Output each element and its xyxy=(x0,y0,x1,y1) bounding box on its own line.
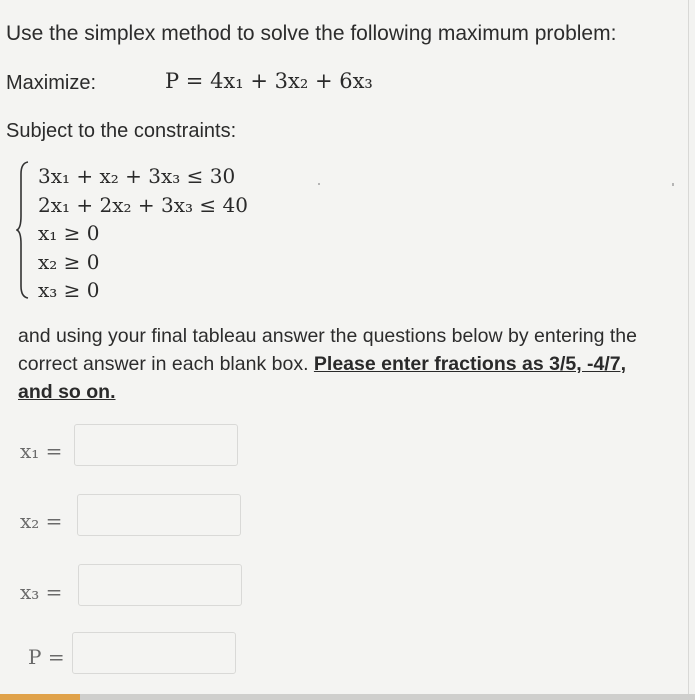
maximize-label: Maximize: xyxy=(6,72,97,94)
constraints-heading: Subject to the constraints: xyxy=(6,120,237,142)
x2-answer-box[interactable] xyxy=(77,494,241,536)
p-answer-box[interactable] xyxy=(72,632,236,674)
constraint-row: x₁ ≥ 0 xyxy=(38,221,100,245)
x2-label: x₂ = xyxy=(20,509,63,533)
p-label: P = xyxy=(28,645,65,669)
instructions-paragraph xyxy=(18,322,658,406)
bottom-scroll-strip xyxy=(0,694,695,700)
constraint-row: x₃ ≥ 0 xyxy=(38,278,100,302)
instructions-text: and using your final tableau answer the questions below by entering the correct answer in each blank box. xyxy=(18,325,637,375)
question-intro: Use the simplex method to solve the following maximum problem: xyxy=(6,22,617,45)
constraint-row: 3x₁ + x₂ + 3x₃ ≤ 30 xyxy=(38,164,236,188)
x3-label: x₃ = xyxy=(20,580,63,604)
fraction-note: Please enter fractions as 3/5, -4/7, and so on. xyxy=(18,353,627,403)
x1-label: x₁ = xyxy=(20,439,63,463)
constraint-row: x₂ ≥ 0 xyxy=(38,249,100,274)
speck xyxy=(318,183,320,185)
left-brace-icon xyxy=(16,160,30,300)
constraint-system xyxy=(38,162,248,305)
constraint-row: 2x₁ + 2x₂ + 3x₃ ≤ 40 xyxy=(38,192,248,217)
x1-answer-box[interactable] xyxy=(74,424,238,466)
speck xyxy=(672,183,674,186)
objective-function: P = 4x₁ + 3x₂ + 6x₃ xyxy=(165,69,373,93)
x3-answer-box[interactable] xyxy=(78,564,242,606)
